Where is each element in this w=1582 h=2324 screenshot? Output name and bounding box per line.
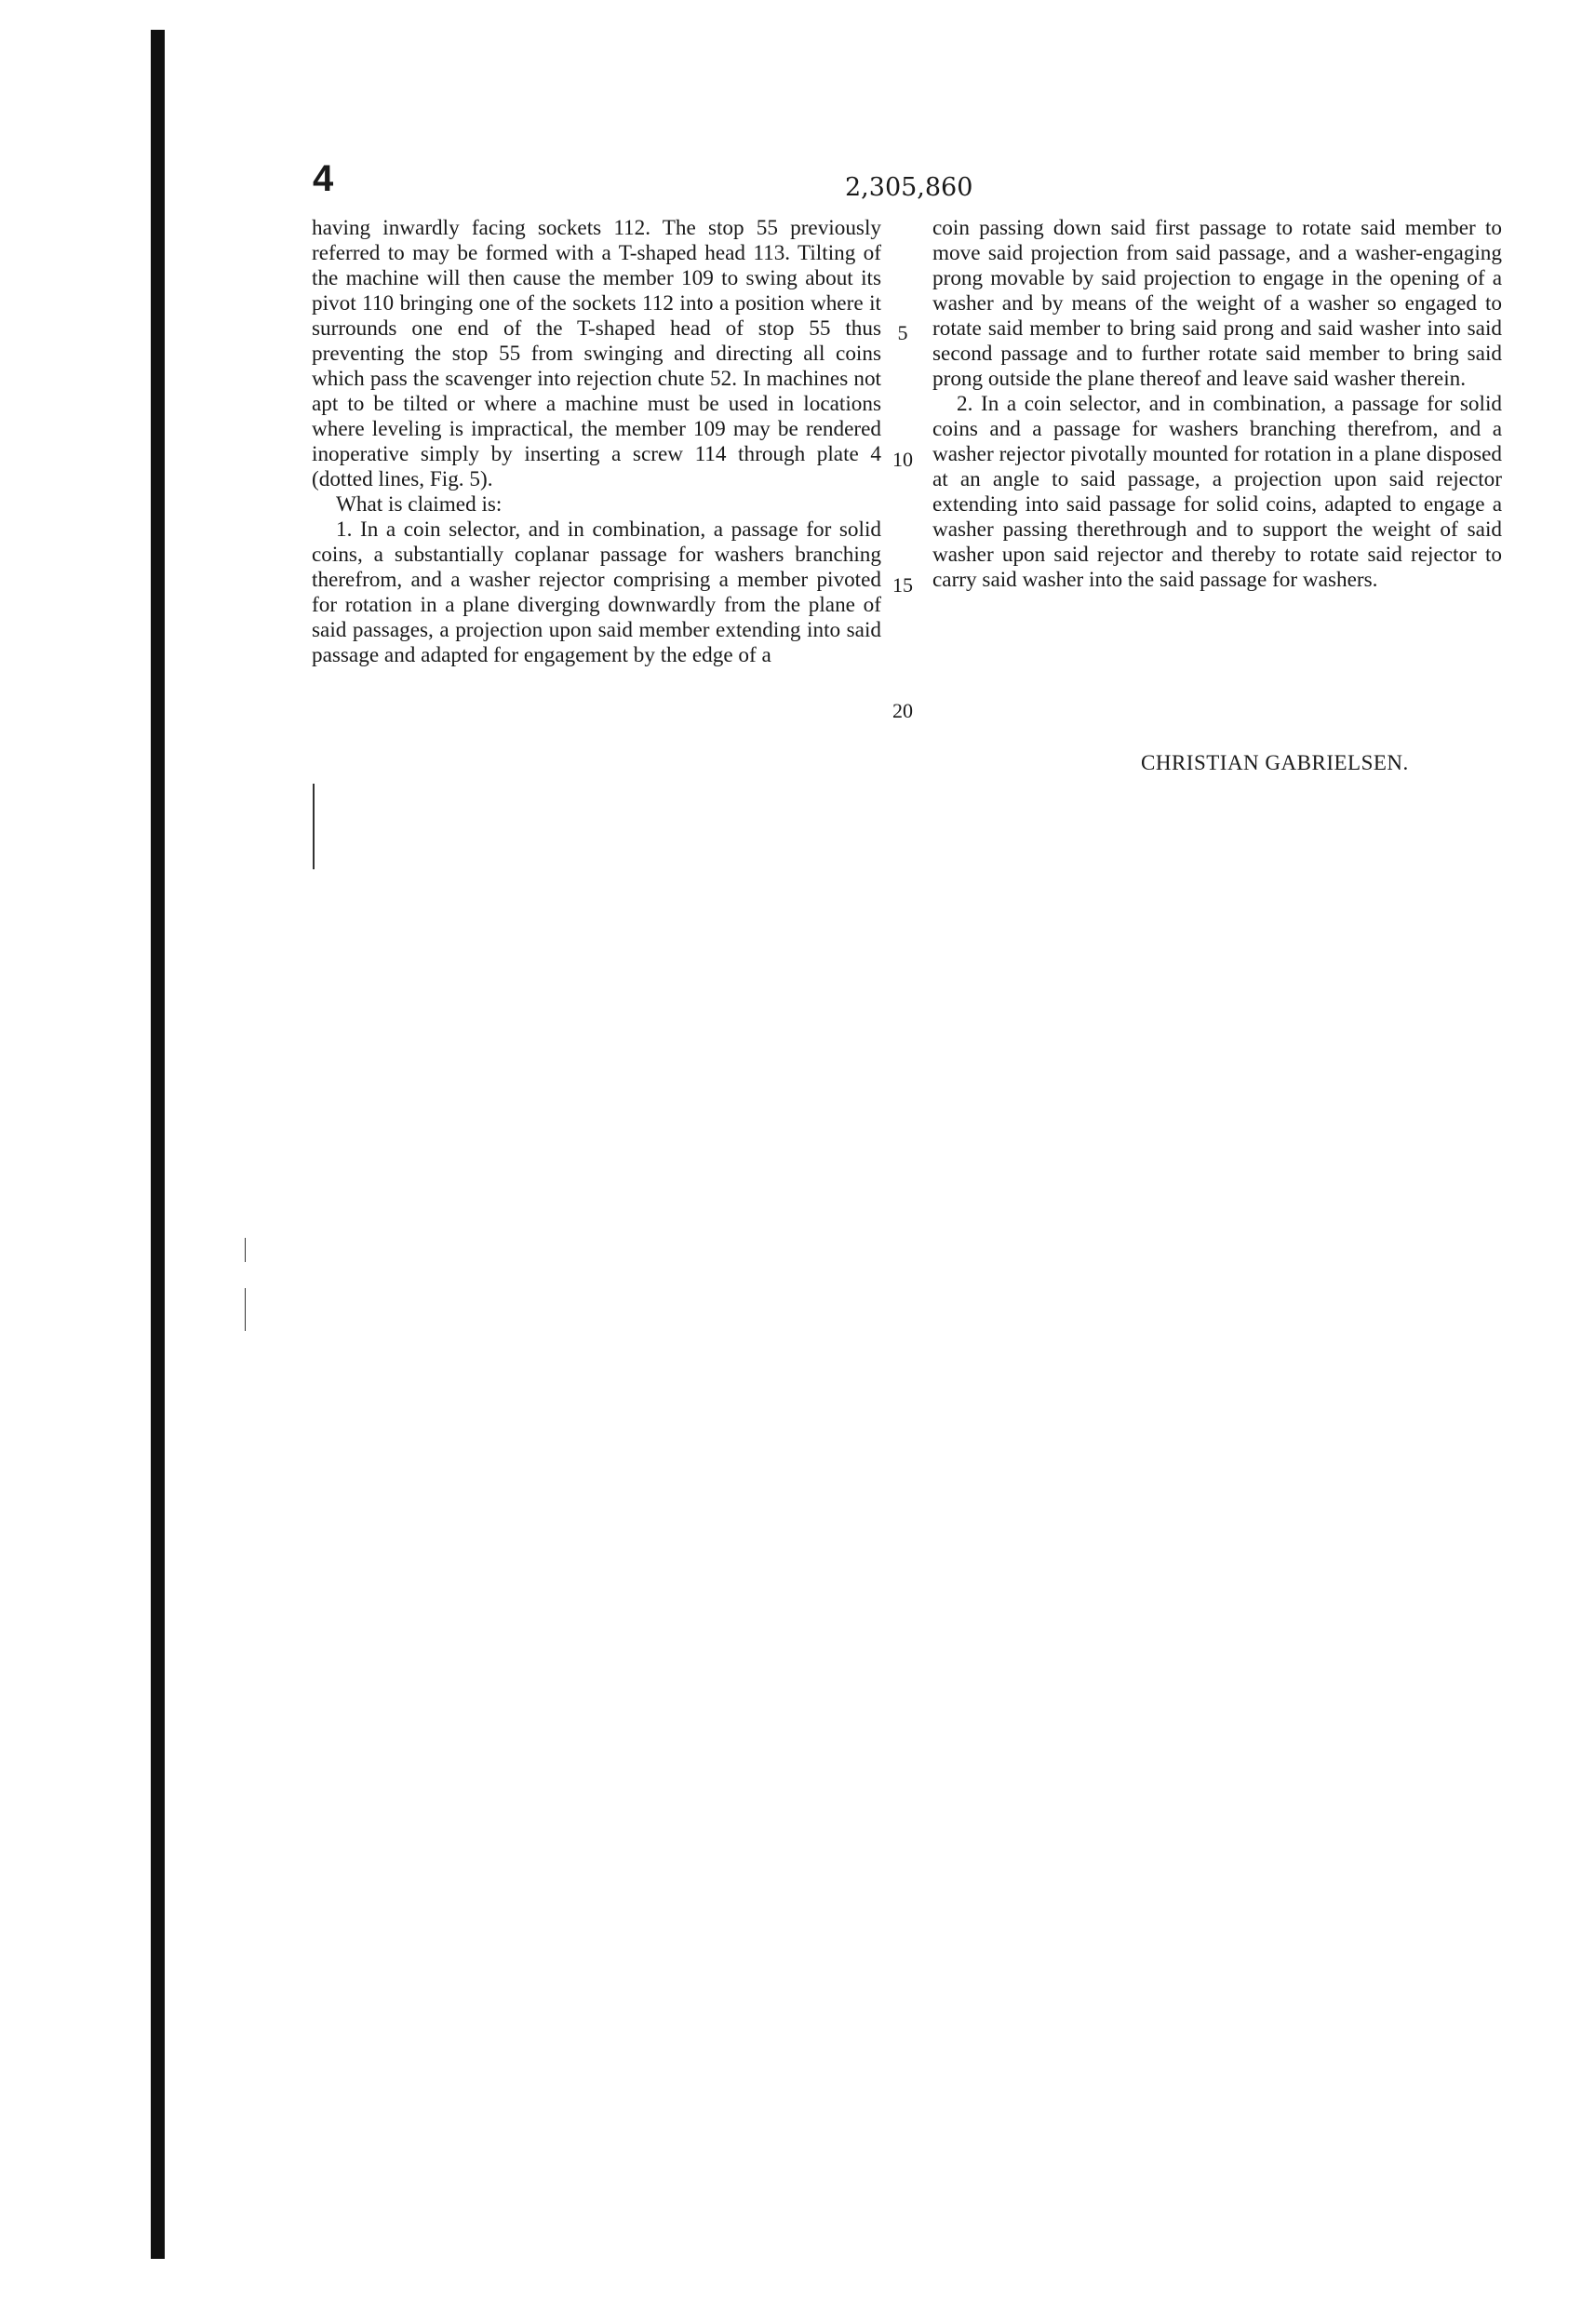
line-number: 10 — [892, 448, 913, 471]
claim-1-continued: coin passing down said first passage to rotate said member to move said projection from said passage, and a washer-engaging prong movable by said projection to engage in the opening of a washer and by means of the weight of a washer so engaged to rotate said member to bring said prong and said washer into said second passage and to further rotate said member to bring said prong outside the plane thereof and leave said washer therein. — [932, 216, 1502, 391]
scan-mark — [313, 784, 315, 869]
page-number: 4 — [313, 158, 334, 199]
claim-2-text: 2. In a coin selector, and in combination, a passage for solid coins and a passage for washers branching therefrom, and a washer rejector pivotally mounted for rotation in a plane disposed at an angle to said passage, a projection upon said rejector extending into said passage for solid coins, adapted to engage a washer passing therethrough and to support the weight of said washer upon said rejector and thereby to rotate said rejector to carry said washer into the said passage for washers. — [932, 392, 1502, 592]
line-number: 15 — [892, 573, 913, 597]
line-number: 20 — [892, 699, 913, 722]
scan-binding-bar — [151, 30, 165, 2259]
line-number: 5 — [897, 321, 908, 344]
left-column — [312, 216, 881, 668]
scan-mark — [245, 1288, 246, 1331]
inventor-signature: CHRISTIAN GABRIELSEN. — [1141, 751, 1409, 774]
claim-1-text: 1. In a coin selector, and in combination, a passage for solid coins, a substantially coplanar passage for washers branching therefrom, and a washer rejector comprising a member pivoted for rotation in a plane diverging downwardly from the plane of said passages, a projection upon said member extending into said passage and adapted for engagement by the edge of a — [312, 517, 881, 667]
claims-intro: What is claimed is: — [336, 492, 503, 517]
scan-mark — [245, 1238, 246, 1262]
right-column — [932, 216, 1502, 593]
body-paragraph: having inwardly facing sockets 112. The stop 55 previously referred to may be formed with a T-shaped head 113. Tilting of the machine will then cause the member 109 to swing about its pivot 110 bringing one of the sockets 112 into a position where it surrounds one end of the T-shaped head of stop 55 thus preventing the stop 55 from swinging and directing all coins which pass the scavenger into rejection chute 52. In machines not apt to be tilted or where a machine must be used in locations where leveling is impractical, the member 109 may be rendered inoperative simply by inserting a screw 114 through plate 4 (dotted lines, Fig. 5). — [312, 216, 881, 491]
patent-number: 2,305,860 — [845, 173, 973, 202]
